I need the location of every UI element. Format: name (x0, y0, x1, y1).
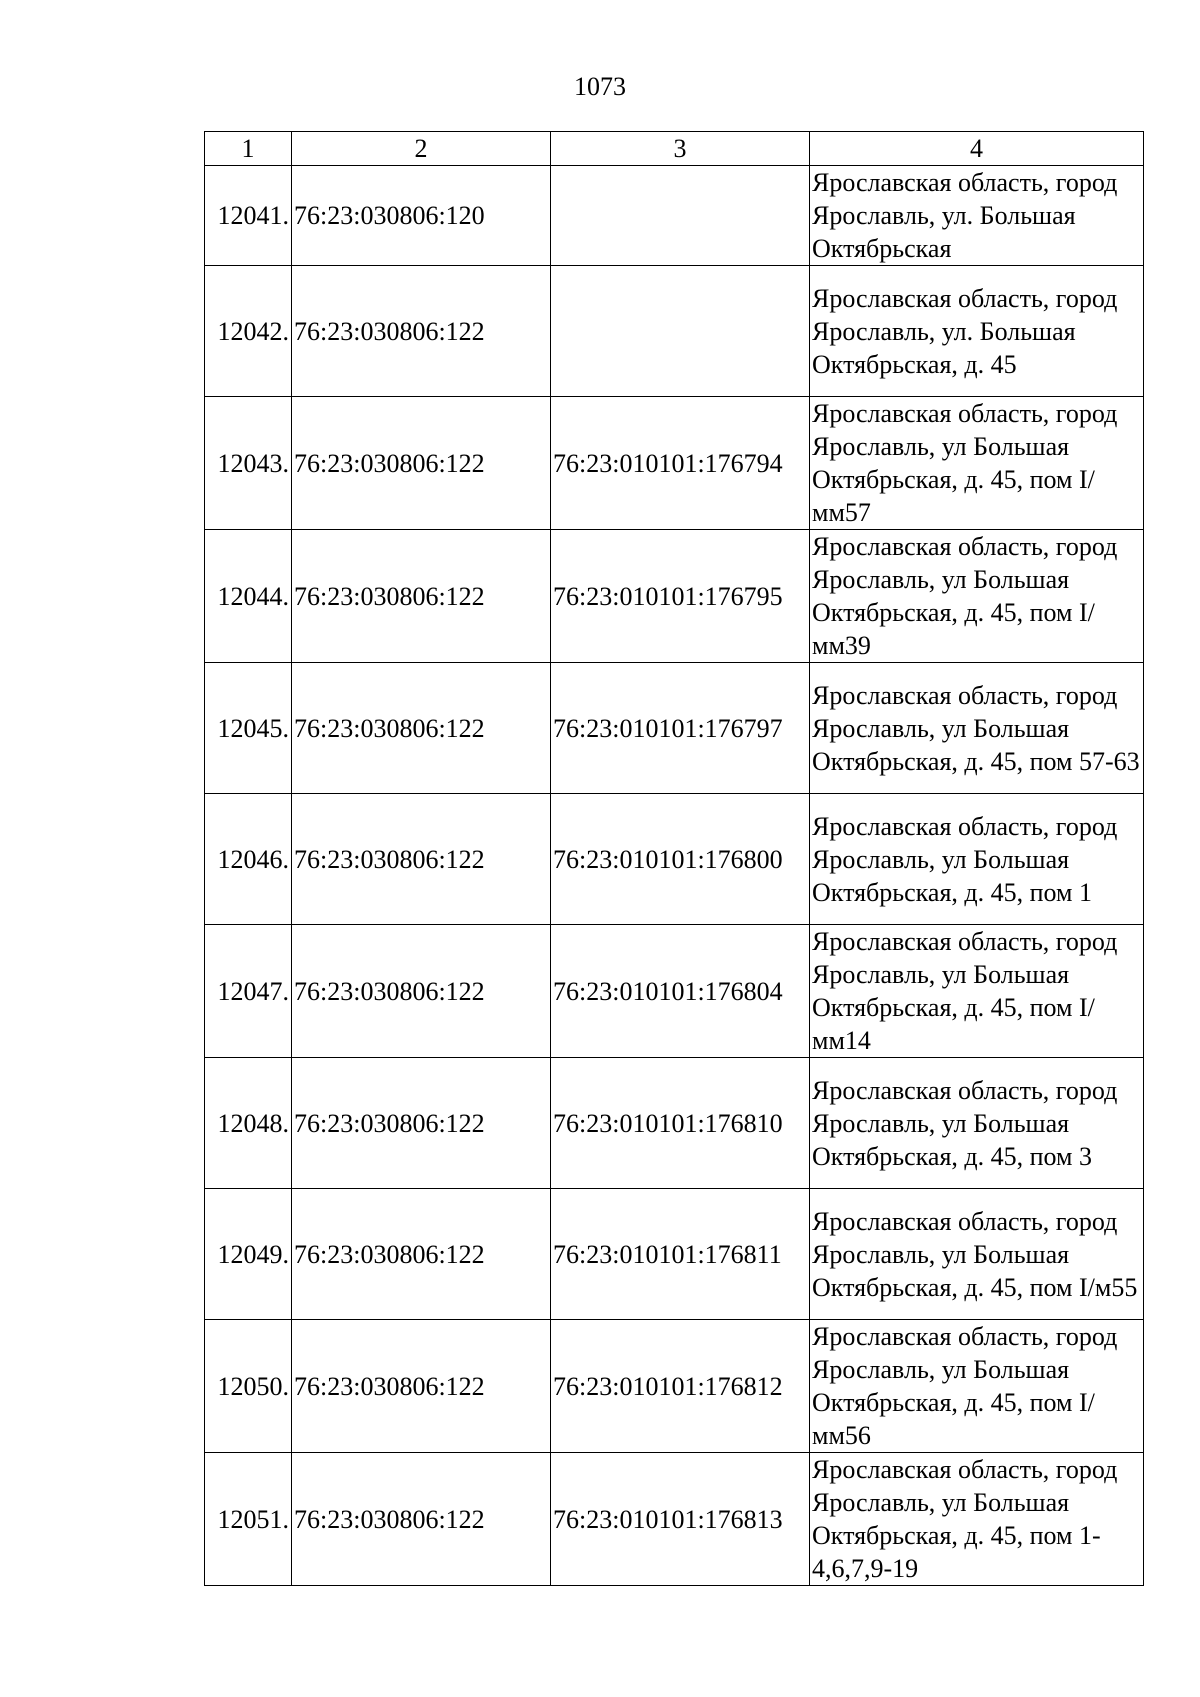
table-row (205, 266, 1144, 397)
object-number-cell: 76:23:010101:176794 (551, 397, 810, 530)
row-number-cell: 12041. (205, 166, 292, 266)
cadastral-number-cell: 76:23:030806:122 (292, 1453, 551, 1586)
object-number-cell: 76:23:010101:176811 (551, 1189, 810, 1320)
table-row (205, 397, 1144, 530)
table-row (205, 1453, 1144, 1586)
header-row (205, 132, 1144, 166)
address-cell: Ярославская область, город Ярославль, ул Большая Октябрьская, д. 45, пом I/м55 (810, 1189, 1144, 1320)
address-cell: Ярославская область, город Ярославль, ул Большая Октябрьская, д. 45, пом 1-4,6,7,9-19 (810, 1453, 1144, 1586)
address-cell: Ярославская область, город Ярославль, ул Большая Октябрьская, д. 45, пом I/мм56 (810, 1320, 1144, 1453)
cadastral-number-cell: 76:23:030806:122 (292, 1058, 551, 1189)
object-number-cell: 76:23:010101:176797 (551, 663, 810, 794)
address-cell: Ярославская область, город Ярославль, ул. Большая Октябрьская, д. 45 (810, 266, 1144, 397)
object-number-cell: 76:23:010101:176813 (551, 1453, 810, 1586)
table-row (205, 166, 1144, 266)
table-row (205, 925, 1144, 1058)
cadastral-number-cell: 76:23:030806:122 (292, 794, 551, 925)
table-body (205, 166, 1144, 1586)
table-row (205, 530, 1144, 663)
cadastral-number-cell: 76:23:030806:122 (292, 266, 551, 397)
address-cell: Ярославская область, город Ярославль, ул Большая Октябрьская, д. 45, пом 57-63 (810, 663, 1144, 794)
address-cell: Ярославская область, город Ярославль, ул Большая Октябрьская, д. 45, пом I/мм14 (810, 925, 1144, 1058)
table-row (205, 1320, 1144, 1453)
cadastral-number-cell: 76:23:030806:122 (292, 925, 551, 1058)
object-number-cell: 76:23:010101:176810 (551, 1058, 810, 1189)
object-number-cell (551, 266, 810, 397)
object-number-cell: 76:23:010101:176800 (551, 794, 810, 925)
address-cell: Ярославская область, город Ярославль, ул Большая Октябрьская, д. 45, пом I/мм57 (810, 397, 1144, 530)
registry-table (204, 131, 1144, 1586)
column-header-2: 2 (292, 132, 551, 166)
address-cell: Ярославская область, город Ярославль, ул Большая Октябрьская, д. 45, пом I/мм39 (810, 530, 1144, 663)
row-number-cell: 12047. (205, 925, 292, 1058)
row-number-cell: 12051. (205, 1453, 292, 1586)
object-number-cell: 76:23:010101:176812 (551, 1320, 810, 1453)
cadastral-number-cell: 76:23:030806:120 (292, 166, 551, 266)
table-header (205, 132, 1144, 166)
object-number-cell: 76:23:010101:176804 (551, 925, 810, 1058)
row-number-cell: 12045. (205, 663, 292, 794)
table-row (205, 1189, 1144, 1320)
cadastral-number-cell: 76:23:030806:122 (292, 397, 551, 530)
table-row (205, 794, 1144, 925)
table-row (205, 1058, 1144, 1189)
row-number-cell: 12043. (205, 397, 292, 530)
address-cell: Ярославская область, город Ярославль, ул Большая Октябрьская, д. 45, пом 1 (810, 794, 1144, 925)
object-number-cell (551, 166, 810, 266)
column-header-3: 3 (551, 132, 810, 166)
address-cell: Ярославская область, город Ярославль, ул. Большая Октябрьская (810, 166, 1144, 266)
row-number-cell: 12049. (205, 1189, 292, 1320)
column-header-1: 1 (205, 132, 292, 166)
cadastral-number-cell: 76:23:030806:122 (292, 530, 551, 663)
column-header-4: 4 (810, 132, 1144, 166)
cadastral-number-cell: 76:23:030806:122 (292, 1189, 551, 1320)
row-number-cell: 12050. (205, 1320, 292, 1453)
cadastral-number-cell: 76:23:030806:122 (292, 1320, 551, 1453)
cadastral-number-cell: 76:23:030806:122 (292, 663, 551, 794)
row-number-cell: 12046. (205, 794, 292, 925)
table-row (205, 663, 1144, 794)
address-cell: Ярославская область, город Ярославль, ул Большая Октябрьская, д. 45, пом 3 (810, 1058, 1144, 1189)
page-number: 1073 (574, 72, 626, 101)
row-number-cell: 12042. (205, 266, 292, 397)
row-number-cell: 12044. (205, 530, 292, 663)
row-number-cell: 12048. (205, 1058, 292, 1189)
object-number-cell: 76:23:010101:176795 (551, 530, 810, 663)
